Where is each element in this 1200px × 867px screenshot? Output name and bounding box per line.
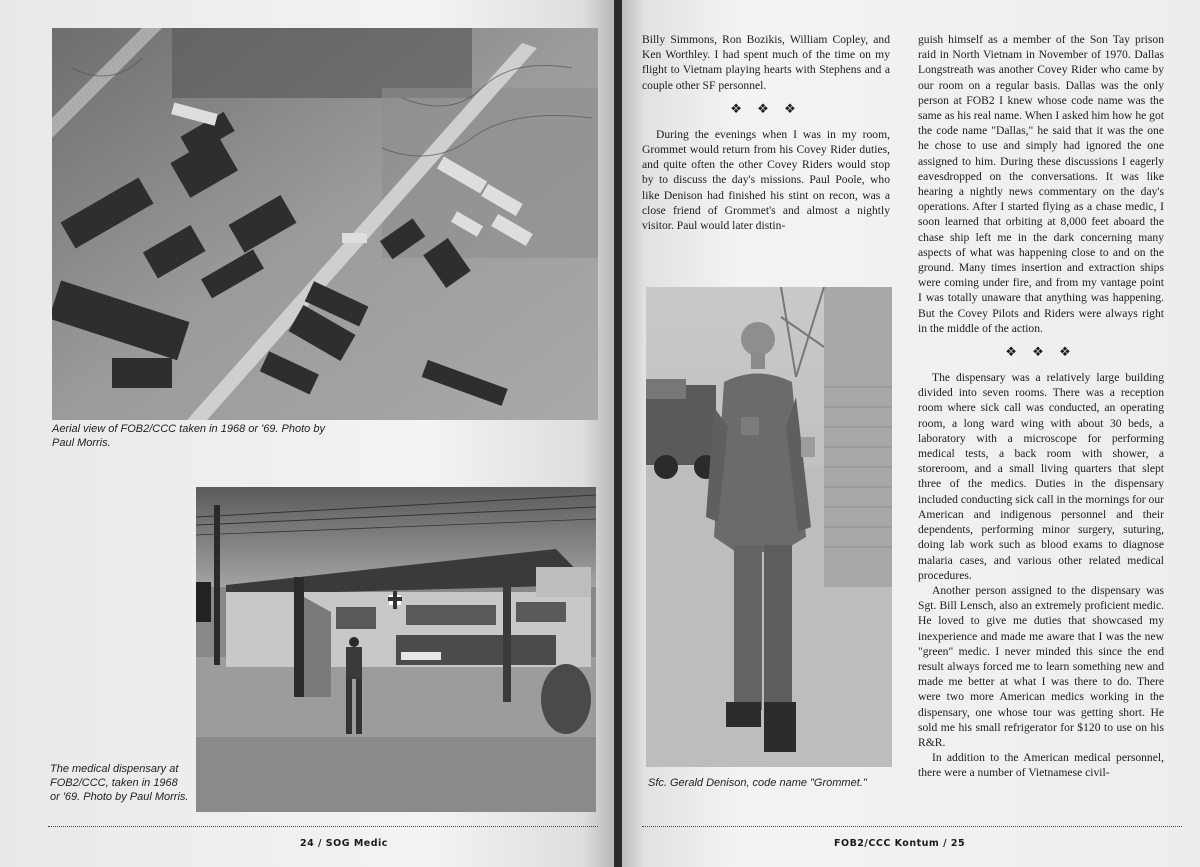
right-column-1 <box>642 32 890 233</box>
aerial-photo <box>52 28 598 420</box>
aerial-photo-image <box>52 28 598 420</box>
left-page-folio: 24 / SOG Medic <box>300 838 388 849</box>
denison-photo-caption: Sfc. Gerald Denison, code name "Grommet." <box>648 777 867 789</box>
right-page-folio: FOB2/CCC Kontum / 25 <box>834 838 966 849</box>
section-separator: ❖ ❖ ❖ <box>730 100 802 116</box>
paragraph: In addition to the American medical personnel, there were a number of Vietnamese civil- <box>918 751 1164 780</box>
paragraph: Billy Simmons, Ron Bozikis, William Copley, and Ken Worthley. I had spent much of the time on my flight to Vietnam playing hearts with Stephens and a couple other SF personnel. <box>642 33 890 92</box>
paragraph: The dispensary was a relatively large building divided into seven rooms. There was a reception room where sick call was conducted, an operating room, a long ward wing with about 30 beds, a laboratory with a microscope for performing medical tests, a back room with shower, a storeroom, and a small living quarters that slept three of the medics. Duties in the dispensary included conducting sick call in the mornings for our American and indigenous personnel and their dependents, performing minor surgery, suturing, doing lab work such as blood exams to diagnose malaria cases, and various other related medical procedures. <box>918 371 1164 582</box>
right-column-2 <box>918 32 1164 781</box>
right-page <box>622 0 1200 867</box>
denison-photo-image <box>646 287 892 767</box>
section-separator: ❖ ❖ ❖ <box>1005 344 1077 360</box>
footer-rule <box>642 826 1182 827</box>
paragraph: Another person assigned to the dispensary was Sgt. Bill Lensch, also an extremely proficient medic. He loved to give me duties that showcased my inexperience and made me aware that I was the new "green" medic. I never minded this since the end result always forced me to learn something new and made me better at what I was there to do. There were two more American medics working in the dispensary, one whose tour was getting short. He sold me his small refrigerator for $120 to use on his R&R. <box>918 583 1164 749</box>
dispensary-photo-caption: The medical dispensary at FOB2/CCC, taken in 1968 or '69. Photo by Paul Morris. <box>50 763 189 803</box>
paragraph: guish himself as a member of the Son Tay prison raid in North Vietnam in November of 1970. Dallas Longstreath was another Covey Rider who came by our room on a regular basis. Dallas was the only person at FOB2 I knew whose code name was the same as his real name. When I asked him how he got the code name "Dallas," he said that it was the one he chose to use and simply had ignored the one assigned to him. During these discussions I eagerly eavesdropped on the conversations. It was like hearing a nightly news commentary on the day's operations. After I started flying as a chase medic, I soon learned that orbiting at 8,000 feet aboard the chase ship left me in the dark concerning many aspects of what was happening close to and on the ground. Many times insertion and extraction ships were coming under fire, and from my vantage point I was totally unaware that anything was happening. But the Covey Pilots and Riders were always right in the middle of the action. <box>918 33 1164 335</box>
dispensary-photo <box>196 487 596 812</box>
denison-photo <box>646 287 892 767</box>
footer-rule <box>48 826 598 827</box>
aerial-photo-caption: Aerial view of FOB2/CCC taken in 1968 or '69. Photo by Paul Morris. <box>52 423 325 449</box>
dispensary-photo-image <box>196 487 596 812</box>
paragraph: During the evenings when I was in my room, Grommet would return from his Covey Rider duties, and quite often the other Covey Riders would stop by to discuss the day's missions. Paul Poole, who like Denison had finished his stint on recon, was a close friend of Grommet's and almost a nightly visitor. Paul would later distin- <box>642 127 890 233</box>
